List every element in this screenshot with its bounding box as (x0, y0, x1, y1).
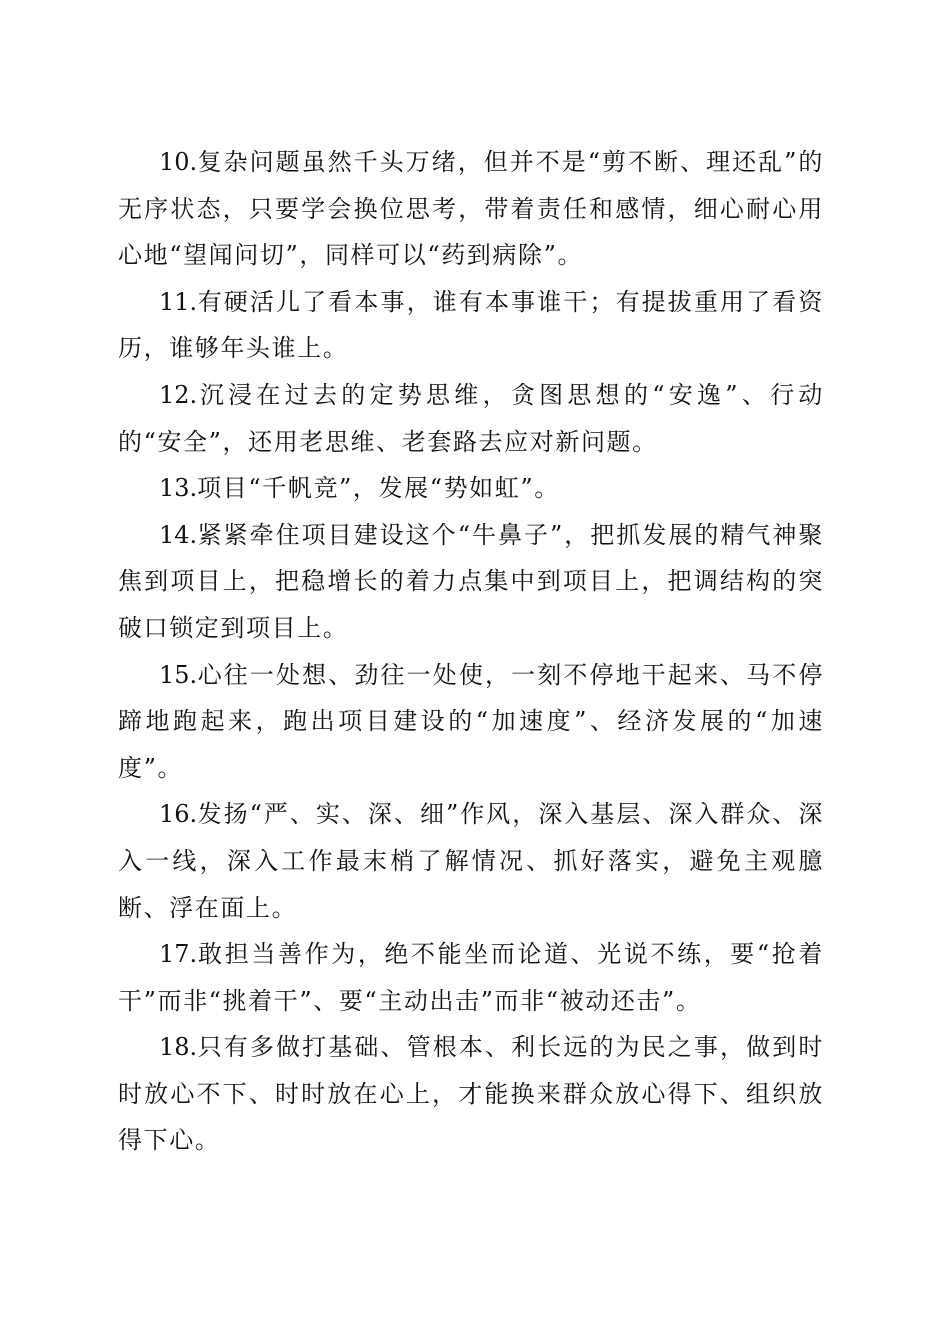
paragraph-12 (118, 372, 824, 465)
paragraph-14 (118, 512, 824, 652)
paragraph-number: 18. (159, 1033, 198, 1062)
paragraph-text: 敢担当善作为，绝不能坐而论道、光说不练，要“抢着干”而非“挑着干”、要“主动出击”而非“被动还击”。 (118, 940, 824, 1015)
paragraph-number: 16. (159, 800, 198, 829)
paragraph-text: 紧紧牵住项目建设这个“牛鼻子”，把抓发展的精气神聚焦到项目上，把稳增长的着力点集中到项目上，把调结构的突破口锁定到项目上。 (118, 520, 824, 642)
paragraph-number: 14. (159, 520, 198, 549)
paragraph-number: 15. (159, 660, 198, 689)
paragraph-18 (118, 1024, 824, 1164)
paragraph-13 (118, 465, 824, 512)
paragraph-text: 发扬“严、实、深、细”作风，深入基层、深入群众、深入一线，深入工作最末梢了解情况、抓好落实，避免主观臆断、浮在面上。 (118, 800, 824, 922)
paragraph-10 (118, 139, 824, 279)
paragraph-text: 心往一处想、劲往一处使，一刻不停地干起来、马不停蹄地跑起来，跑出项目建设的“加速度”、经济发展的“加速度”。 (118, 660, 824, 782)
paragraph-text: 复杂问题虽然千头万绪，但并不是“剪不断、理还乱”的无序状态，只要学会换位思考，带着责任和感情，细心耐心用心地“望闻问切”，同样可以“药到病除”。 (118, 148, 824, 270)
paragraph-15 (118, 652, 824, 792)
paragraph-number: 13. (159, 474, 198, 503)
paragraph-16 (118, 791, 824, 931)
paragraph-text: 沉浸在过去的定势思维，贪图思想的“安逸”、行动的“安全”，还用老思维、老套路去应对新问题。 (118, 380, 824, 456)
paragraph-text: 有硬活儿了看本事，谁有本事谁干；有提拔重用了看资历，谁够年头谁上。 (118, 287, 824, 363)
paragraph-number: 12. (159, 380, 198, 409)
document-body (118, 139, 824, 1164)
paragraph-number: 10. (159, 148, 198, 176)
paragraph-text: 只有多做打基础、管根本、利长远的为民之事，做到时时放心不下、时时放在心上，才能换来群众放心得下、组织放得下心。 (118, 1033, 824, 1155)
paragraph-number: 17. (159, 940, 198, 969)
paragraph-17 (118, 931, 824, 1024)
paragraph-number: 11. (159, 287, 198, 316)
paragraph-text: 项目“千帆竞”，发展“势如虹”。 (197, 474, 560, 503)
paragraph-11 (118, 279, 824, 372)
